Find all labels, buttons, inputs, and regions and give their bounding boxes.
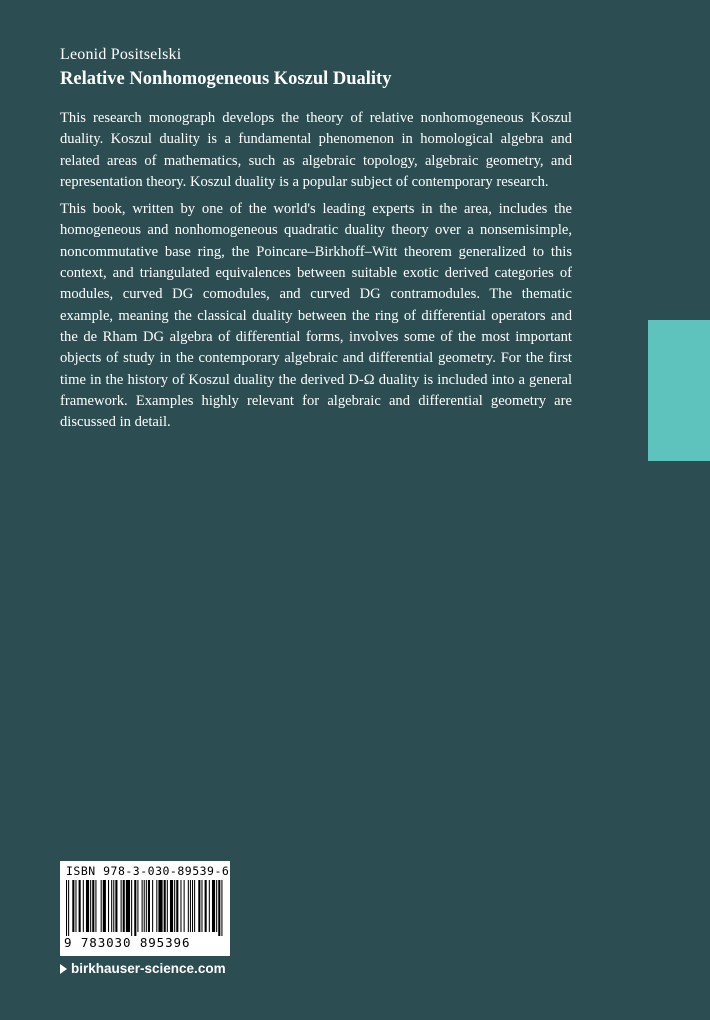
author-name: Leonid Positselski [60, 46, 182, 63]
barcode-bar [137, 880, 138, 932]
barcode-bar [123, 880, 125, 932]
blurb [60, 108, 572, 439]
barcode-bar [167, 880, 168, 932]
barcode-bar [83, 880, 84, 932]
barcode-bar [103, 880, 106, 932]
barcode-bar [142, 880, 143, 932]
barcode-bar [192, 880, 193, 932]
barcode-bar [113, 880, 114, 932]
barcode-bar [164, 880, 166, 932]
barcode-bar [152, 880, 153, 932]
barcode-digits: 9 783030 895396 [64, 935, 191, 950]
barcode-bar [188, 880, 189, 932]
barcode-bars [66, 880, 224, 936]
barcode-bar [148, 880, 150, 932]
barcode-bar [198, 880, 200, 932]
blurb-paragraph-2: This book, written by one of the world's leading experts in the area, includes the homogeneous and nonhomogeneous quadratic duality theory over a nonsemisimple, noncommutative base ring, the Poincare–Birkhoff–Witt theorem generalized to this context, and triangulated equivalences between suitable exotic derived categories of modules, curved DG comodules, and curved DG contramodules. The thematic example, meaning the classical duality between the ring of differential operators and the de Rham DG algebra of differential forms, involves some of the most important objects of study in the contemporary algebraic and differential geometry. For the first time in the history of Koszul duality the derived D-Ω duality is included into a general framework. Examples highly relevant for algebraic and differential geometry are discussed in detail. [60, 201, 572, 431]
barcode-bar [66, 880, 67, 936]
barcode-bar [126, 880, 130, 932]
barcode-bar [111, 880, 112, 932]
barcode-bar [95, 880, 96, 932]
barcode-bar [92, 880, 94, 932]
barcode-bar [180, 880, 181, 932]
barcode-bar [79, 880, 81, 932]
arrow-icon [60, 964, 67, 974]
barcode-bar [174, 880, 175, 932]
barcode-bar [156, 880, 157, 932]
color-tab [648, 320, 710, 461]
barcode-bar [216, 880, 217, 932]
website-text: birkhauser-science.com [71, 961, 226, 976]
barcode-bar [176, 880, 178, 932]
barcode-bar [212, 880, 215, 932]
barcode-bar [201, 880, 202, 932]
barcode-bar [86, 880, 89, 932]
barcode-bar [209, 880, 210, 932]
barcode-box [60, 861, 230, 956]
isbn-label: ISBN 978-3-030-89539-6 [66, 864, 230, 878]
barcode-bar [115, 880, 117, 932]
barcode-bar [144, 880, 145, 932]
barcode-bar [218, 880, 220, 936]
barcode-bar [205, 880, 207, 932]
barcode-bar [108, 880, 109, 932]
barcode-bar [75, 880, 76, 932]
barcode-bar [131, 880, 132, 936]
barcode-bar [134, 880, 136, 936]
barcode-bar [194, 880, 195, 932]
barcode-bar [146, 880, 147, 932]
barcode-bar [68, 880, 69, 936]
barcode-bar [121, 880, 122, 932]
barcode-bar [101, 880, 102, 932]
barcode-bar [90, 880, 91, 932]
barcode-bar [184, 880, 185, 932]
publisher-website[interactable] [60, 961, 226, 976]
barcode-bar [190, 880, 191, 932]
barcode-bar [158, 880, 162, 932]
barcode-bar [221, 880, 222, 936]
barcode-bar [170, 880, 173, 932]
blurb-paragraph-1: This research monograph develops the theory of relative nonhomogeneous Koszul duality. Koszul duality is a fundamental phenomenon in homological algebra and related areas of mathematics, such as algebraic topology, algebraic geometry, and representation theory. Koszul duality is a popular subject of contemporary research. [60, 110, 572, 190]
barcode-bar [72, 880, 74, 932]
book-title: Relative Nonhomogeneous Koszul Duality [60, 69, 392, 89]
